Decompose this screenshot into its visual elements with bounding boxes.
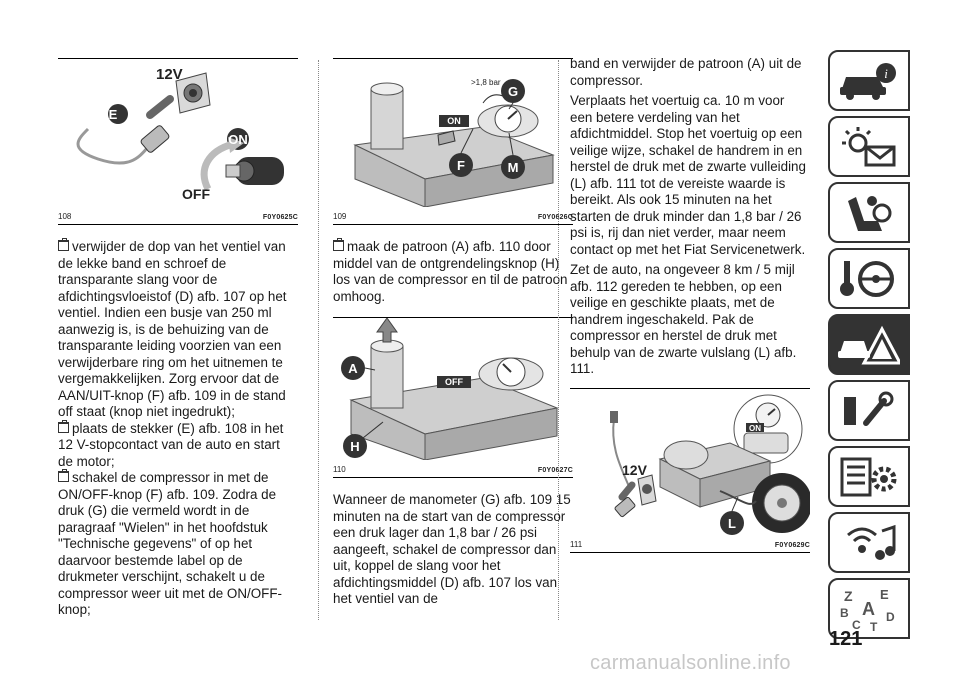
column-divider (558, 60, 559, 620)
label-12v: 12V (622, 461, 647, 478)
chapter-tabs (828, 50, 910, 644)
svg-text:D: D (886, 609, 895, 624)
figure-number: 110 (333, 465, 346, 474)
figure-111 (570, 389, 810, 553)
warning-lights-icon (838, 125, 900, 169)
tab-starting-driving[interactable] (828, 248, 910, 309)
figure-108-caption (58, 212, 298, 225)
label-off: OFF (182, 186, 210, 202)
svg-text:T: T (870, 619, 878, 633)
tab-multimedia[interactable] (828, 512, 910, 573)
label-off: OFF (445, 377, 463, 387)
figure-number: 111 (570, 539, 583, 549)
figure-110 (333, 318, 573, 478)
figure-111-illustration (570, 389, 810, 535)
checkbox-bullet-icon (58, 422, 69, 433)
column-divider (318, 60, 319, 620)
specs-gear-icon (838, 455, 900, 499)
instruction-step-3: schakel de compressor in met de ON/OFF-knop (F) afb. 109. Zodra de druk (G) die vermeld wordt in de paragraaf "Wielen" in het hoofdstuk "Technische gegevens" of op het daarvoor bestemde label op de drukmeter verschijnt, schakelt u de compressor weer uit met de ON/OFF-knop; (58, 470, 282, 617)
figure-108-illustration (58, 59, 298, 207)
label-l: L (728, 515, 736, 531)
instruction-step-1: verwijder de dop van het ventiel van de lekke band en schroef de transparante slang voor de afdichtingsvloeistof (D) afb. 107 op het ventiel. Indien een busje van 250 ml aanwezig is, is de behuizing van de transparante leiding voorzien van een verwijderbare ring om het uitnemen te vergemakkelijken. Zorg ervoor dat de AAN/UIT-knop (F) afb. 109 in de stand off staat (knop niet ingedrukt); (58, 239, 287, 419)
figure-code: F0Y0626C (537, 214, 573, 221)
label-h: H (350, 439, 360, 454)
tab-emergency[interactable] (828, 314, 910, 375)
svg-text:i: i (884, 65, 888, 81)
figure-code: F0Y0629C (774, 541, 810, 549)
body-paragraph: band en verwijder de patroon (A) uit de compressor. (570, 56, 802, 88)
body-paragraph: Zet de auto, na ongeveer 8 km / 5 mijl afb. 112 gereden te hebben, op een veilige en geschikte plaats, met de handrem ingeschakeld. Pak de compressor en herstel de druk met behulp van de zwarte vulslang (L) afb. 111. (570, 262, 797, 376)
multimedia-icon (838, 521, 900, 565)
label-on: ON (447, 116, 461, 126)
svg-text:E: E (880, 586, 889, 602)
svg-text:B: B (840, 605, 849, 620)
index-letters-icon (838, 585, 900, 633)
figure-108 (58, 59, 298, 225)
instruction-step-2: plaats de stekker (E) afb. 108 in het 12 V-stopcontact van de auto en start de motor; (58, 420, 284, 469)
body-paragraph: Verplaats het voertuig ca. 10 m voor een betere verdeling van het afdichtmiddel. Stop het voertuig op een veilige wijze, schakel de handrem in en herstel de druk met de zwarte vulleiding (L) afb. 111 tot de vereiste waarde is bereikt. Als ook 15 minuten na het starten de druk minder dan 1,8 bar / 26 psi is, rij dan niet verder, maar neem contact op met het Fiat Servicenetwerk. (570, 93, 806, 257)
checkbox-bullet-icon (58, 471, 69, 482)
svg-text:Z: Z (844, 587, 853, 604)
body-paragraph: Wanneer de manometer (G) afb. 109 15 minuten na de start van de compressor een druk lager dan 1,8 bar / 26 psi aangeeft, schakel de compressor dan uit, koppel de slang voor het afdichtingsmiddel (D) afb. 107 los van het ventiel van de (333, 492, 571, 606)
steering-key-icon (838, 257, 900, 301)
tab-safety[interactable] (828, 182, 910, 243)
breakdown-triangle-icon (838, 323, 900, 367)
column-3 (570, 56, 810, 553)
checkbox-bullet-icon (58, 240, 69, 251)
tab-warning-lights[interactable] (828, 116, 910, 177)
label-m: M (507, 160, 519, 175)
svg-text:A: A (862, 598, 875, 619)
label-on: ON (749, 423, 761, 433)
figure-110-caption (333, 465, 573, 478)
figure-110-illustration (333, 318, 573, 460)
label-a: A (348, 361, 358, 376)
tab-technical-data[interactable] (828, 446, 910, 507)
figure-109-illustration (333, 59, 573, 207)
label-e: E (108, 107, 118, 122)
figure-111-caption (570, 540, 810, 553)
column-2 (333, 58, 573, 608)
svg-text:C: C (852, 617, 861, 632)
column-1 (58, 58, 298, 619)
figure-109-caption (333, 212, 573, 225)
footer-watermark[interactable]: carmanualsonline.info (590, 652, 791, 674)
label-g: G (507, 84, 519, 99)
pressure-label: >1,8 bar (471, 78, 501, 87)
car-info-icon (838, 59, 900, 103)
figure-109 (333, 59, 573, 225)
figure-code: F0Y0627C (537, 467, 573, 474)
tab-maintenance[interactable] (828, 380, 910, 441)
page-number: 121 (829, 628, 863, 650)
instruction-step-4: maak de patroon (A) afb. 110 door middel van de ontgrendelingsknop (H) los van de compressor en til de patroon omhoog. (333, 239, 568, 304)
checkbox-bullet-icon (333, 240, 344, 251)
tab-car-info[interactable] (828, 50, 910, 111)
label-12v: 12V (156, 66, 183, 83)
label-on: ON (228, 132, 248, 147)
figure-code: F0Y0625C (262, 214, 298, 221)
label-f: F (457, 158, 465, 173)
figure-number: 108 (58, 212, 72, 221)
figure-number: 109 (333, 212, 347, 221)
maintenance-icon (838, 389, 900, 433)
airbag-seat-icon (838, 191, 900, 235)
